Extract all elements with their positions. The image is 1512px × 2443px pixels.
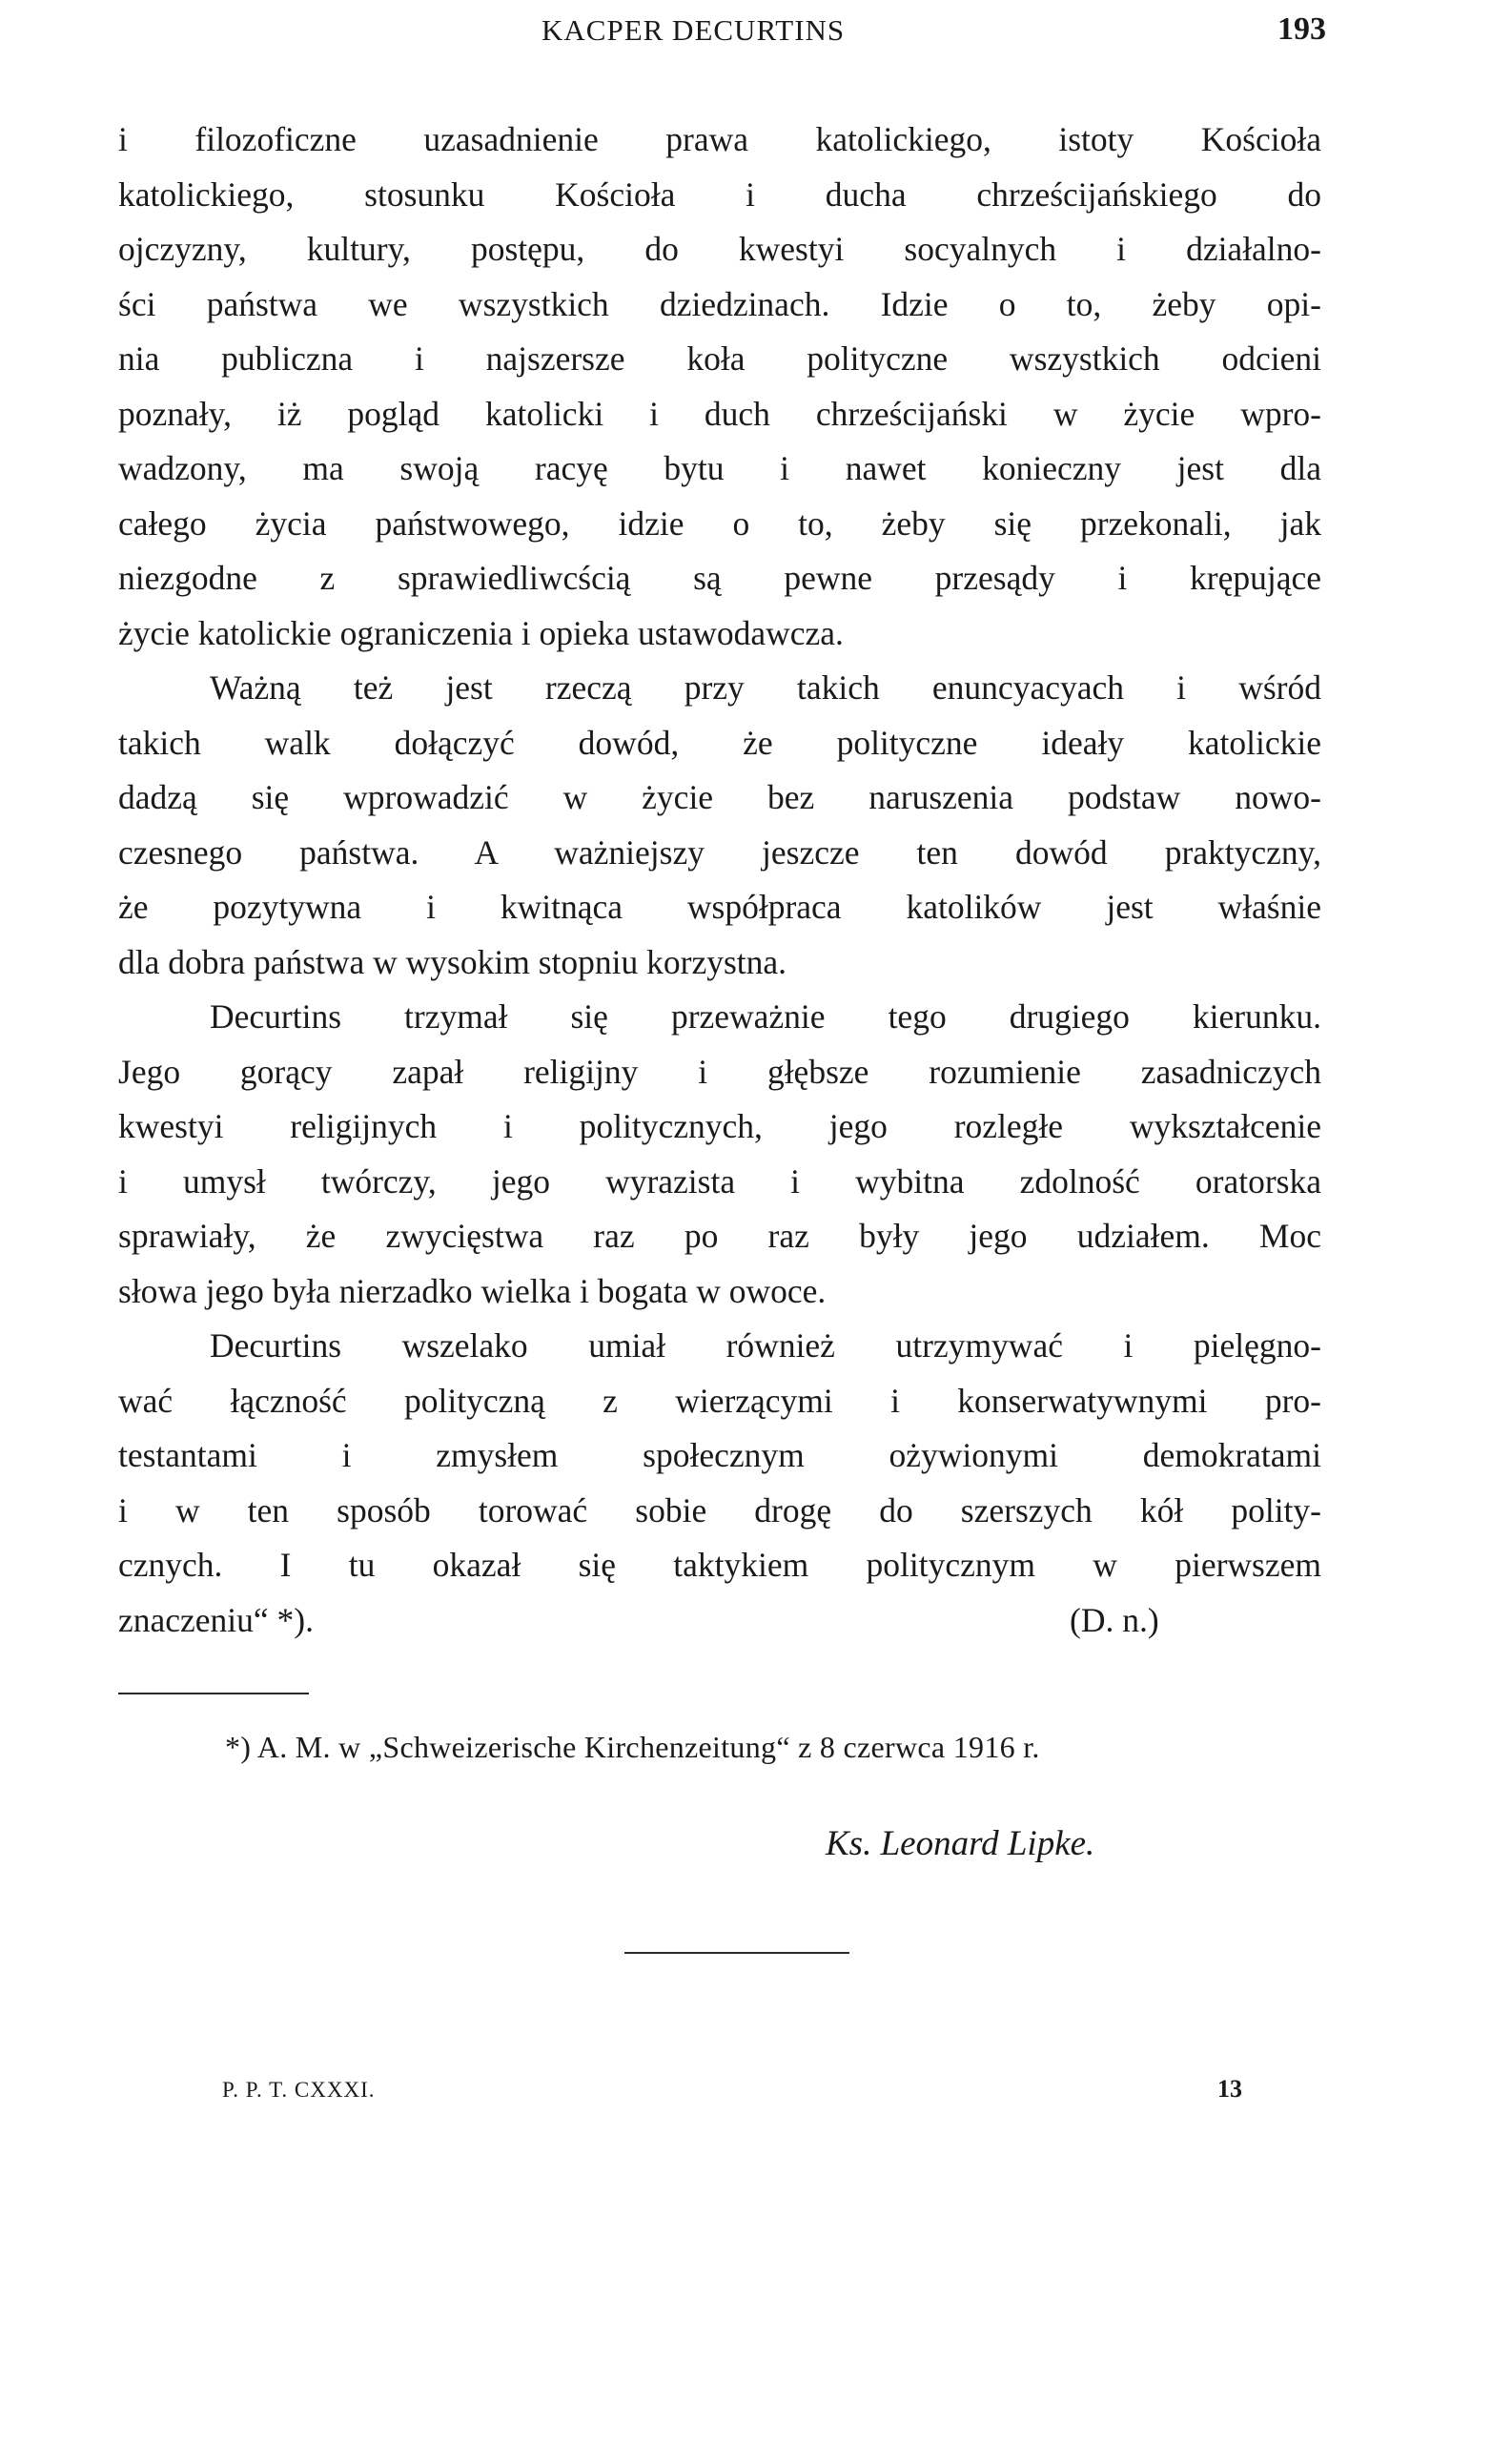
text-line: katolickiego, stosunku Kościoła i ducha chrześcijańskiego do	[118, 174, 1321, 214]
text-line: dla dobra państwa w wysokim stopniu korzystna.	[118, 942, 787, 981]
page-number: 193	[1277, 11, 1326, 47]
text-line: wadzony, ma swoją racyę bytu i nawet konieczny jest dla	[118, 449, 1321, 487]
text-line: ści państwa we wszystkich dziedzinach. Idzie o to, żeby opi-	[118, 284, 1321, 323]
text-line: i filozoficzne uzasadnienie prawa katolickiego, istoty Kościoła	[118, 120, 1321, 158]
closing-note: (D. n.)	[1070, 1600, 1159, 1639]
text-line-final	[118, 1593, 1321, 1649]
text-line: czesnego państwa. A ważniejszy jeszcze ten dowód praktyczny,	[118, 832, 1321, 872]
footnote-divider	[118, 1693, 309, 1694]
text-line: takich walk dołączyć dowód, że polityczne ideały katolickie	[118, 723, 1321, 762]
section-divider	[624, 1952, 849, 1954]
running-head	[0, 13, 1512, 51]
text-line: i umysł twórczy, jego wyrazista i wybitna zdolność oratorska	[118, 1161, 1321, 1201]
text-line: Decurtins wszelako umiał również utrzymywać i pielęgno-	[210, 1326, 1321, 1365]
text-line: i w ten sposób torować sobie drogę do szerszych kół polity-	[118, 1490, 1321, 1529]
footnote: *) A. M. w „Schweizerische Kirchenzeitung“ z 8 czerwca 1916 r.	[225, 1730, 1040, 1764]
text-line: wać łączność polityczną z wierzącymi i konserwatywnymi pro-	[118, 1381, 1321, 1420]
text-line: poznały, iż pogląd katolicki i duch chrześcijański w życie wpro-	[118, 394, 1321, 433]
printer-signature-mark: P. P. T. CXXXI.	[222, 2078, 376, 2102]
author-signature: Ks. Leonard Lipke.	[826, 1824, 1095, 1863]
running-title: KACPER DECURTINS	[541, 13, 846, 47]
text-line: Jego gorący zapał religijny i głębsze rozumienie zasadniczych	[118, 1052, 1321, 1091]
final-line-text: znaczeniu“ *).	[118, 1600, 314, 1639]
text-line: całego życia państwowego, idzie o to, żeby się przekonali, jak	[118, 503, 1321, 543]
text-line: nia publiczna i najszersze koła polityczne wszystkich odcieni	[118, 339, 1321, 378]
text-line: ojczyzny, kultury, postępu, do kwestyi socyalnych i działalno-	[118, 230, 1321, 268]
text-line: Decurtins trzymał się przeważnie tego drugiego kierunku.	[210, 997, 1321, 1036]
text-line: że pozytywna i kwitnąca współpraca katolików jest właśnie	[118, 888, 1321, 926]
text-line: testantami i zmysłem społecznym ożywionymi demokratami	[118, 1436, 1321, 1474]
text-line: Ważną też jest rzeczą przy takich enuncyacyach i wśród	[210, 668, 1321, 707]
text-line: życie katolickie ograniczenia i opieka ustawodawcza.	[118, 613, 844, 652]
sheet-number: 13	[1217, 2075, 1242, 2103]
text-line: niezgodne z sprawiedliwcścią są pewne przesądy i krępujące	[118, 559, 1321, 597]
body-text	[118, 113, 1321, 1648]
text-line: słowa jego była nierzadko wielka i bogata w owoce.	[118, 1271, 827, 1310]
text-line: sprawiały, że zwycięstwa raz po raz były jego udziałem. Moc	[118, 1217, 1321, 1255]
text-line: kwestyi religijnych i politycznych, jego rozległe wykształcenie	[118, 1107, 1321, 1145]
text-line: dadzą się wprowadzić w życie bez naruszenia podstaw nowo-	[118, 778, 1321, 816]
text-line: cznych. I tu okazał się taktykiem politycznym w pierwszem	[118, 1546, 1321, 1584]
